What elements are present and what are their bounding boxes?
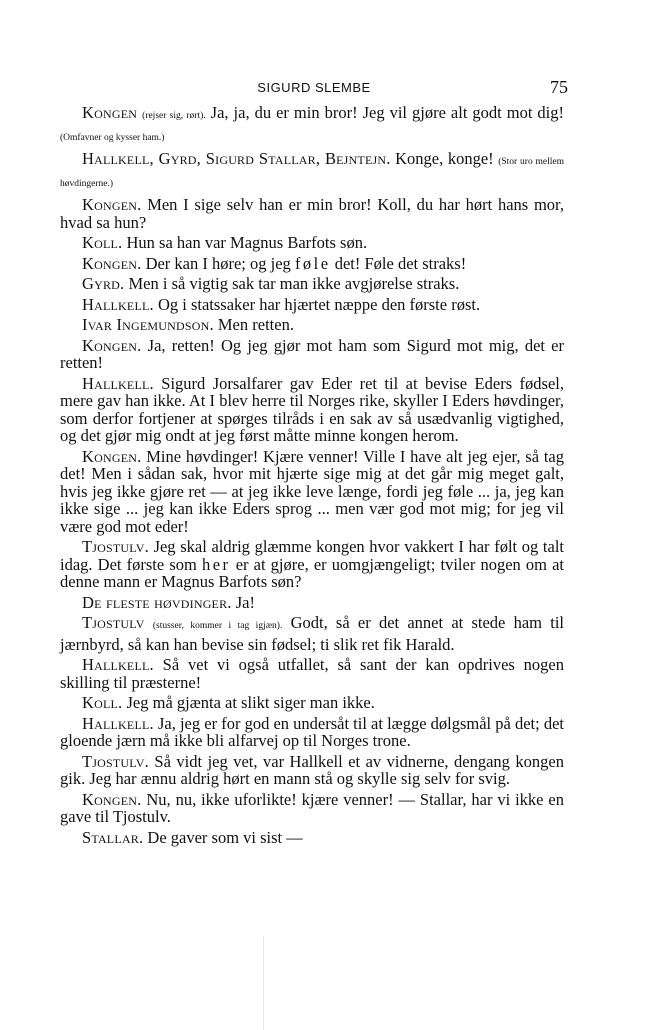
paragraph xyxy=(60,538,564,591)
paragraph xyxy=(60,791,564,826)
speaker: Hallkell. xyxy=(82,655,154,674)
paragraph xyxy=(60,337,564,372)
dialogue: Nu, nu, ikke uforlikte! kjære venner! — Stallar, har vi ikke en gave til Tjostulv. xyxy=(60,789,564,826)
speaker: Tjostulv. xyxy=(82,537,149,556)
speaker: Koll. xyxy=(82,233,123,252)
paragraph xyxy=(60,275,564,293)
speaker: Hallkell, Gyrd, Sigurd Stallar, Bejntejn. xyxy=(82,149,391,168)
stage-direction: (stusser, kommer i tag igjæn). xyxy=(152,621,283,631)
paragraph xyxy=(60,234,564,252)
speaker: Tjostulv. xyxy=(82,751,149,771)
paragraph xyxy=(60,196,564,231)
speaker: Hallkell. xyxy=(82,294,154,314)
dialogue: Godt, så er det annet at stede ham til jærnbyrd, så kan han bevise sin fødsel; ti slik ret fik Harald. xyxy=(60,613,564,654)
stage-direction: (Omfavner og kysser ham.) xyxy=(60,132,165,143)
speaker: Kongen. xyxy=(82,789,142,809)
dialogue: Men i så vigtig sak tar man ikke avgjørelse straks. xyxy=(128,274,460,293)
speaker: Kongen. xyxy=(82,335,142,355)
speaker: Kongen xyxy=(82,103,138,122)
speaker: Kongen. xyxy=(82,446,142,466)
speaker: Koll. xyxy=(82,693,123,712)
dialogue: Og i statssaker har hjærtet næppe den første røst. xyxy=(157,294,481,314)
stage-direction: (Stor uro mellem høvdingerne.) xyxy=(60,157,565,189)
dialogue: Men retten. xyxy=(217,315,294,334)
paragraph xyxy=(60,753,564,788)
dialogue: Jeg må gjænta at slikt siger man ikke. xyxy=(126,693,375,712)
dialogue: Hun sa han var Magnus Barfots søn. xyxy=(126,233,368,252)
dialogue: De gaver som vi sist — xyxy=(147,827,303,847)
stage-direction: (rejser sig, rørt). xyxy=(142,111,206,121)
emphasized-word: føle xyxy=(294,253,331,273)
speaker: Tjostulv xyxy=(82,613,145,632)
dialogue: Der kan I høre; og jeg xyxy=(145,253,291,273)
paragraph xyxy=(60,594,564,612)
dialogue: Ja, jeg er for god en undersåt til at lægge dølgsmål på det; det gloende jærn må ikke bli alfarvej op til Norges trone. xyxy=(60,713,565,750)
gutter-shadow xyxy=(263,936,264,1030)
dialogue: er at gjøre, er uomgjængeligt; tviler nogen om at denne mann er Magnus Barfots søn? xyxy=(60,554,565,591)
page-number: 75 xyxy=(550,77,568,97)
paragraph xyxy=(60,715,564,750)
page-header xyxy=(60,77,568,100)
dialogue: Sigurd Jorsalfarer gav Eder ret til at bevise Eders fødsel, mere gav han ikke. At I blev herre til Norges rike, skyller I Eders høvdinger, som derfor fortjener at spørges tilråds i en sak av så usædvanlig vigtighed, og det gjør mig ondt at jeg først måtte minne kongen herom. xyxy=(60,373,564,445)
dialogue: Ja! xyxy=(235,592,255,612)
paragraph xyxy=(60,448,564,536)
dialogue: Så vidt jeg vet, var Hallkell et av vidnerne, dengang kongen gik. Jeg har ænnu aldrig hørt en mann stå og skylle sig selv for svig. xyxy=(60,751,564,788)
speaker: De fleste høvdinger. xyxy=(82,592,232,612)
dialogue: det! Føle det straks! xyxy=(334,253,467,273)
speaker: Ivar Ingemundson. xyxy=(82,315,214,334)
speaker: Gyrd. xyxy=(82,274,125,293)
paragraph xyxy=(60,614,564,653)
speaker: Hallkell. xyxy=(82,373,154,393)
speaker: Hallkell. xyxy=(82,713,154,733)
dialogue: Så vet vi også utfallet, så sant der kan opdrives nogen skilling til præsterne! xyxy=(60,655,565,692)
dialogue: Konge, konge! xyxy=(395,149,494,168)
paragraph xyxy=(60,255,564,273)
dialogue: Ja, retten! Og jeg gjør mot ham som Sigurd mot mig, det er retten! xyxy=(60,335,565,372)
dialogue: Ja, ja, du er min bror! Jeg vil gjøre alt godt mot dig! xyxy=(210,103,565,122)
paragraph xyxy=(60,150,564,193)
emphasized-word: her xyxy=(201,554,231,574)
running-title: SIGURD SLEMBE xyxy=(257,80,371,95)
speaker: Kongen. xyxy=(82,195,142,214)
page-body xyxy=(60,104,564,849)
paragraph xyxy=(60,104,564,147)
paragraph xyxy=(60,316,564,334)
paragraph xyxy=(60,656,564,691)
paragraph xyxy=(60,829,564,847)
dialogue: Mine høvdinger! Kjære venner! Ville I have alt jeg ejer, så tag det! Men i sådan sak, hvor mit hjærte sige mig at det går mig meget galt, hvis jeg ikke gjøre ret — at jeg ikke leve længe, fordi jeg føle ... ja, jeg kan ikke sige ... jeg kan ikke Eders sprog ... men vær god mot mig; for jeg vil være god mot eder! xyxy=(60,446,564,536)
dialogue: Jeg skal aldrig glæmme kongen hvor vakkert I har følt og talt idag. Det første som xyxy=(60,537,564,574)
paragraph xyxy=(60,375,564,445)
speaker: Stallar. xyxy=(82,827,144,847)
dialogue: Men I sige selv han er min bror! Koll, du har hørt hans mor, hvad sa hun? xyxy=(60,195,564,232)
speaker: Kongen. xyxy=(82,253,142,273)
paragraph xyxy=(60,296,564,314)
paragraph xyxy=(60,694,564,712)
